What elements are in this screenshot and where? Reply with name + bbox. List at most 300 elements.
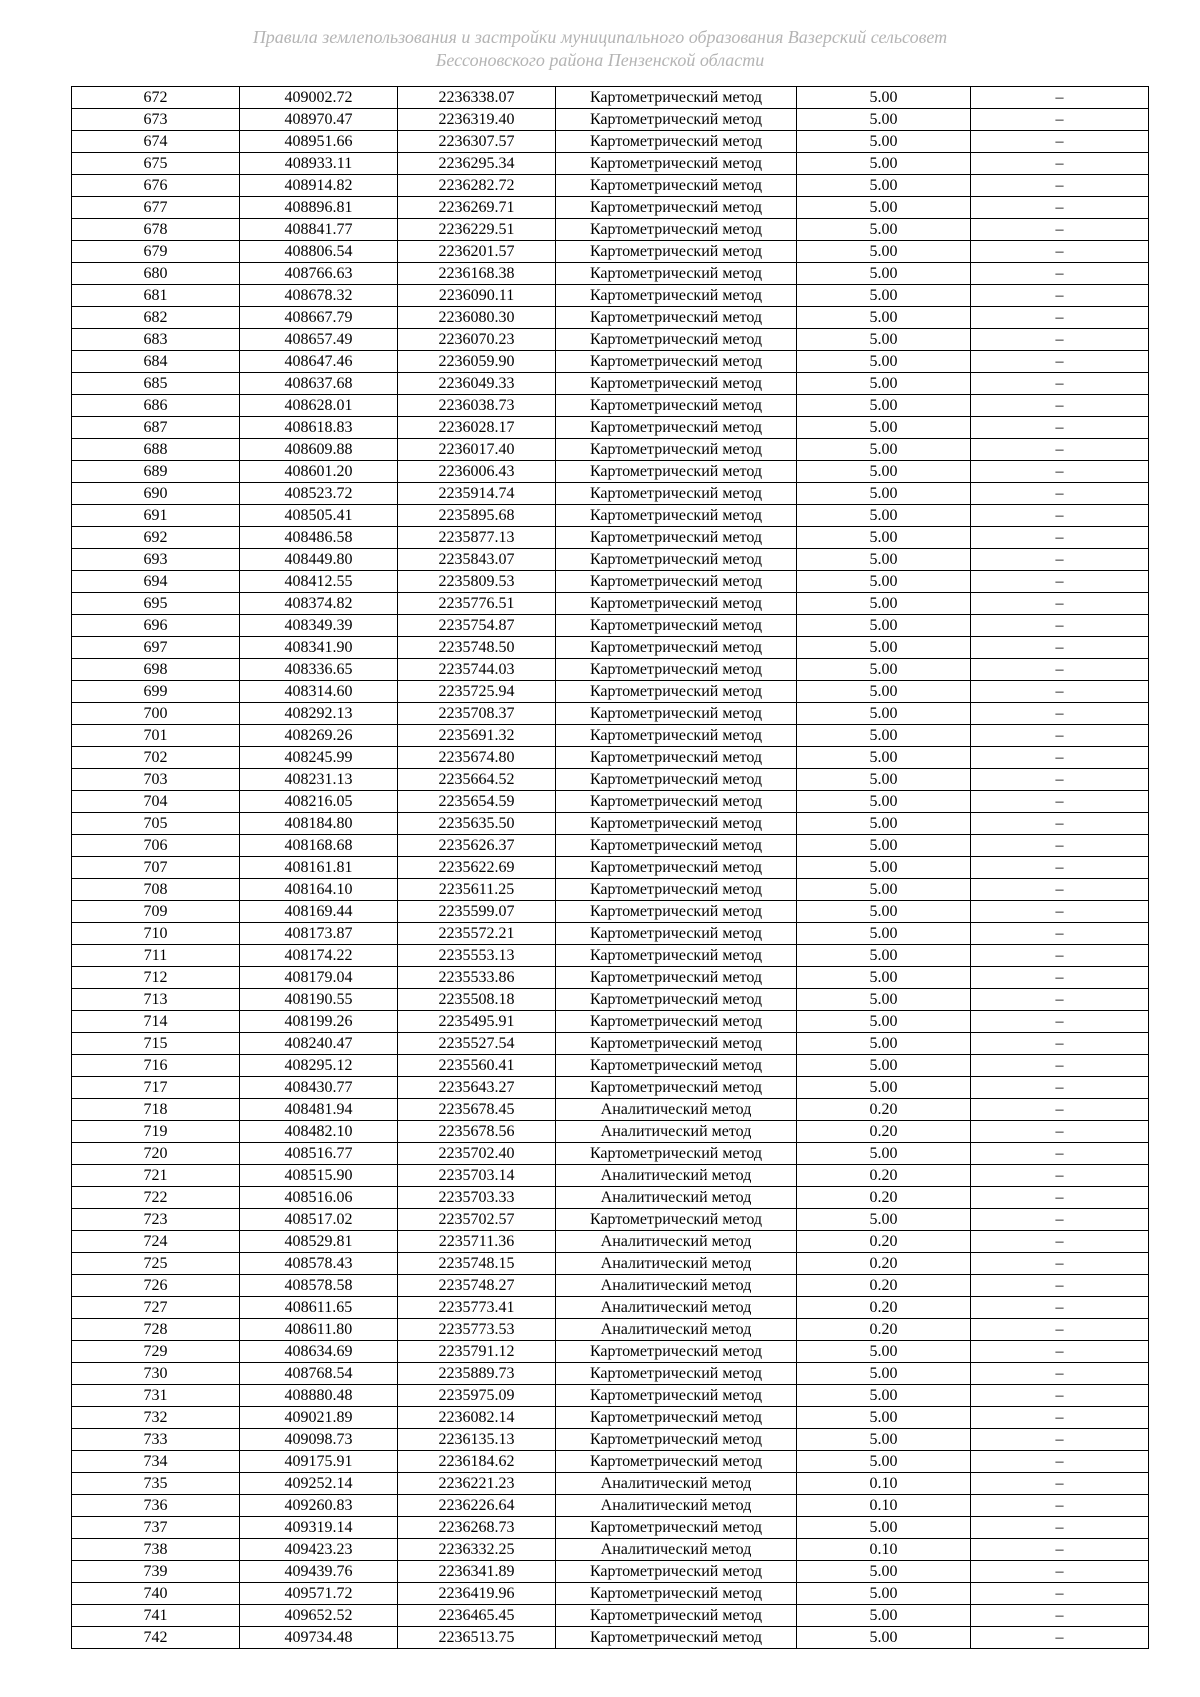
- method-cell: Картометрический метод: [556, 857, 797, 879]
- y-coordinate-cell: 2235711.36: [398, 1231, 556, 1253]
- method-cell: Картометрический метод: [556, 813, 797, 835]
- method-cell: Аналитический метод: [556, 1495, 797, 1517]
- point-number-cell: 699: [72, 681, 240, 703]
- point-number-cell: 725: [72, 1253, 240, 1275]
- x-coordinate-cell: 408578.58: [240, 1275, 398, 1297]
- point-number-cell: 689: [72, 461, 240, 483]
- x-coordinate-cell: 408269.26: [240, 725, 398, 747]
- method-cell: Картометрический метод: [556, 1605, 797, 1627]
- accuracy-cell: 5.00: [797, 1341, 971, 1363]
- x-coordinate-cell: 408896.81: [240, 197, 398, 219]
- y-coordinate-cell: 2235533.86: [398, 967, 556, 989]
- table-row: [72, 1473, 1149, 1495]
- table-row: [72, 549, 1149, 571]
- x-coordinate-cell: 408184.80: [240, 813, 398, 835]
- note-cell: –: [971, 505, 1149, 527]
- accuracy-cell: 5.00: [797, 285, 971, 307]
- note-cell: –: [971, 1319, 1149, 1341]
- note-cell: –: [971, 1517, 1149, 1539]
- note-cell: –: [971, 175, 1149, 197]
- table-row: [72, 1627, 1149, 1649]
- method-cell: Аналитический метод: [556, 1253, 797, 1275]
- y-coordinate-cell: 2236282.72: [398, 175, 556, 197]
- y-coordinate-cell: 2236319.40: [398, 109, 556, 131]
- accuracy-cell: 0.20: [797, 1253, 971, 1275]
- y-coordinate-cell: 2236419.96: [398, 1583, 556, 1605]
- table-row: [72, 901, 1149, 923]
- note-cell: –: [971, 1429, 1149, 1451]
- accuracy-cell: 5.00: [797, 1451, 971, 1473]
- table-row: [72, 373, 1149, 395]
- method-cell: Картометрический метод: [556, 373, 797, 395]
- table-row: [72, 769, 1149, 791]
- table-row: [72, 153, 1149, 175]
- method-cell: Картометрический метод: [556, 769, 797, 791]
- accuracy-cell: 5.00: [797, 395, 971, 417]
- method-cell: Картометрический метод: [556, 549, 797, 571]
- method-cell: Аналитический метод: [556, 1473, 797, 1495]
- y-coordinate-cell: 2235809.53: [398, 571, 556, 593]
- accuracy-cell: 5.00: [797, 219, 971, 241]
- x-coordinate-cell: 408657.49: [240, 329, 398, 351]
- method-cell: Картометрический метод: [556, 153, 797, 175]
- method-cell: Картометрический метод: [556, 923, 797, 945]
- point-number-cell: 693: [72, 549, 240, 571]
- x-coordinate-cell: 408578.43: [240, 1253, 398, 1275]
- table-row: [72, 725, 1149, 747]
- note-cell: –: [971, 1187, 1149, 1209]
- note-cell: –: [971, 263, 1149, 285]
- accuracy-cell: 5.00: [797, 901, 971, 923]
- x-coordinate-cell: 409652.52: [240, 1605, 398, 1627]
- table-row: [72, 835, 1149, 857]
- table-row: [72, 747, 1149, 769]
- note-cell: –: [971, 593, 1149, 615]
- note-cell: –: [971, 923, 1149, 945]
- y-coordinate-cell: 2236226.64: [398, 1495, 556, 1517]
- accuracy-cell: 5.00: [797, 109, 971, 131]
- y-coordinate-cell: 2235635.50: [398, 813, 556, 835]
- accuracy-cell: 5.00: [797, 527, 971, 549]
- note-cell: –: [971, 1363, 1149, 1385]
- note-cell: –: [971, 725, 1149, 747]
- note-cell: –: [971, 527, 1149, 549]
- method-cell: Картометрический метод: [556, 219, 797, 241]
- accuracy-cell: 5.00: [797, 461, 971, 483]
- accuracy-cell: 5.00: [797, 1033, 971, 1055]
- method-cell: Картометрический метод: [556, 109, 797, 131]
- x-coordinate-cell: 408341.90: [240, 637, 398, 659]
- note-cell: –: [971, 1451, 1149, 1473]
- method-cell: Картометрический метод: [556, 527, 797, 549]
- table-row: [72, 615, 1149, 637]
- point-number-cell: 709: [72, 901, 240, 923]
- note-cell: –: [971, 131, 1149, 153]
- note-cell: –: [971, 1385, 1149, 1407]
- method-cell: Картометрический метод: [556, 571, 797, 593]
- y-coordinate-cell: 2236080.30: [398, 307, 556, 329]
- method-cell: Картометрический метод: [556, 505, 797, 527]
- note-cell: –: [971, 989, 1149, 1011]
- x-coordinate-cell: 408766.63: [240, 263, 398, 285]
- method-cell: Аналитический метод: [556, 1275, 797, 1297]
- y-coordinate-cell: 2235508.18: [398, 989, 556, 1011]
- point-number-cell: 701: [72, 725, 240, 747]
- x-coordinate-cell: 408240.47: [240, 1033, 398, 1055]
- table-row: [72, 1231, 1149, 1253]
- y-coordinate-cell: 2235678.45: [398, 1099, 556, 1121]
- point-number-cell: 684: [72, 351, 240, 373]
- accuracy-cell: 5.00: [797, 1605, 971, 1627]
- point-number-cell: 714: [72, 1011, 240, 1033]
- accuracy-cell: 0.10: [797, 1539, 971, 1561]
- accuracy-cell: 0.20: [797, 1275, 971, 1297]
- method-cell: Картометрический метод: [556, 175, 797, 197]
- accuracy-cell: 5.00: [797, 615, 971, 637]
- table-row: [72, 1539, 1149, 1561]
- x-coordinate-cell: 408179.04: [240, 967, 398, 989]
- y-coordinate-cell: 2235725.94: [398, 681, 556, 703]
- point-number-cell: 712: [72, 967, 240, 989]
- table-row: [72, 879, 1149, 901]
- note-cell: –: [971, 1605, 1149, 1627]
- x-coordinate-cell: 408806.54: [240, 241, 398, 263]
- table-row: [72, 329, 1149, 351]
- point-number-cell: 705: [72, 813, 240, 835]
- x-coordinate-cell: 408292.13: [240, 703, 398, 725]
- accuracy-cell: 5.00: [797, 505, 971, 527]
- accuracy-cell: 5.00: [797, 373, 971, 395]
- table-row: [72, 1187, 1149, 1209]
- method-cell: Картометрический метод: [556, 1517, 797, 1539]
- x-coordinate-cell: 408245.99: [240, 747, 398, 769]
- method-cell: Картометрический метод: [556, 1077, 797, 1099]
- point-number-cell: 740: [72, 1583, 240, 1605]
- point-number-cell: 707: [72, 857, 240, 879]
- accuracy-cell: 5.00: [797, 1583, 971, 1605]
- x-coordinate-cell: 408216.05: [240, 791, 398, 813]
- method-cell: Картометрический метод: [556, 835, 797, 857]
- method-cell: Аналитический метод: [556, 1231, 797, 1253]
- point-number-cell: 692: [72, 527, 240, 549]
- method-cell: Картометрический метод: [556, 747, 797, 769]
- table-row: [72, 483, 1149, 505]
- point-number-cell: 719: [72, 1121, 240, 1143]
- method-cell: Картометрический метод: [556, 791, 797, 813]
- method-cell: Аналитический метод: [556, 1319, 797, 1341]
- point-number-cell: 715: [72, 1033, 240, 1055]
- x-coordinate-cell: 408449.80: [240, 549, 398, 571]
- accuracy-cell: 5.00: [797, 681, 971, 703]
- note-cell: –: [971, 1165, 1149, 1187]
- y-coordinate-cell: 2235889.73: [398, 1363, 556, 1385]
- table-row: [72, 1495, 1149, 1517]
- accuracy-cell: 5.00: [797, 1561, 971, 1583]
- method-cell: Картометрический метод: [556, 461, 797, 483]
- accuracy-cell: 5.00: [797, 923, 971, 945]
- method-cell: Картометрический метод: [556, 1429, 797, 1451]
- table-row: [72, 1275, 1149, 1297]
- method-cell: Аналитический метод: [556, 1121, 797, 1143]
- y-coordinate-cell: 2235773.53: [398, 1319, 556, 1341]
- table-row: [72, 1011, 1149, 1033]
- x-coordinate-cell: 408349.39: [240, 615, 398, 637]
- point-number-cell: 738: [72, 1539, 240, 1561]
- table-row: [72, 1341, 1149, 1363]
- y-coordinate-cell: 2236295.34: [398, 153, 556, 175]
- method-cell: Аналитический метод: [556, 1297, 797, 1319]
- note-cell: –: [971, 483, 1149, 505]
- note-cell: –: [971, 835, 1149, 857]
- accuracy-cell: 5.00: [797, 1143, 971, 1165]
- x-coordinate-cell: 408374.82: [240, 593, 398, 615]
- x-coordinate-cell: 409002.72: [240, 87, 398, 109]
- method-cell: Картометрический метод: [556, 1583, 797, 1605]
- accuracy-cell: 0.20: [797, 1187, 971, 1209]
- x-coordinate-cell: 408481.94: [240, 1099, 398, 1121]
- note-cell: –: [971, 1407, 1149, 1429]
- y-coordinate-cell: 2236184.62: [398, 1451, 556, 1473]
- accuracy-cell: 5.00: [797, 329, 971, 351]
- note-cell: –: [971, 87, 1149, 109]
- accuracy-cell: 5.00: [797, 263, 971, 285]
- table-row: [72, 417, 1149, 439]
- y-coordinate-cell: 2235703.14: [398, 1165, 556, 1187]
- method-cell: Картометрический метод: [556, 329, 797, 351]
- accuracy-cell: 5.00: [797, 747, 971, 769]
- point-number-cell: 682: [72, 307, 240, 329]
- y-coordinate-cell: 2235626.37: [398, 835, 556, 857]
- table-row: [72, 703, 1149, 725]
- table-row: [72, 989, 1149, 1011]
- point-number-cell: 736: [72, 1495, 240, 1517]
- accuracy-cell: 0.10: [797, 1495, 971, 1517]
- method-cell: Картометрический метод: [556, 307, 797, 329]
- point-number-cell: 727: [72, 1297, 240, 1319]
- table-row: [72, 659, 1149, 681]
- note-cell: –: [971, 439, 1149, 461]
- y-coordinate-cell: 2235702.57: [398, 1209, 556, 1231]
- table-row: [72, 923, 1149, 945]
- x-coordinate-cell: 409423.23: [240, 1539, 398, 1561]
- x-coordinate-cell: 408174.22: [240, 945, 398, 967]
- note-cell: –: [971, 967, 1149, 989]
- x-coordinate-cell: 409439.76: [240, 1561, 398, 1583]
- method-cell: Аналитический метод: [556, 1539, 797, 1561]
- point-number-cell: 677: [72, 197, 240, 219]
- method-cell: Картометрический метод: [556, 1407, 797, 1429]
- accuracy-cell: 5.00: [797, 1627, 971, 1649]
- point-number-cell: 724: [72, 1231, 240, 1253]
- note-cell: –: [971, 1275, 1149, 1297]
- accuracy-cell: 0.20: [797, 1121, 971, 1143]
- y-coordinate-cell: 2235611.25: [398, 879, 556, 901]
- y-coordinate-cell: 2236268.73: [398, 1517, 556, 1539]
- x-coordinate-cell: 409021.89: [240, 1407, 398, 1429]
- x-coordinate-cell: 408168.68: [240, 835, 398, 857]
- table-row: [72, 1605, 1149, 1627]
- note-cell: –: [971, 703, 1149, 725]
- x-coordinate-cell: 408164.10: [240, 879, 398, 901]
- x-coordinate-cell: 408611.65: [240, 1297, 398, 1319]
- table-row: [72, 1055, 1149, 1077]
- y-coordinate-cell: 2236090.11: [398, 285, 556, 307]
- y-coordinate-cell: 2235744.03: [398, 659, 556, 681]
- method-cell: Картометрический метод: [556, 197, 797, 219]
- accuracy-cell: 5.00: [797, 417, 971, 439]
- accuracy-cell: 0.20: [797, 1099, 971, 1121]
- note-cell: –: [971, 1539, 1149, 1561]
- table-row: [72, 1077, 1149, 1099]
- y-coordinate-cell: 2236465.45: [398, 1605, 556, 1627]
- method-cell: Картометрический метод: [556, 1209, 797, 1231]
- note-cell: –: [971, 791, 1149, 813]
- x-coordinate-cell: 408611.80: [240, 1319, 398, 1341]
- method-cell: Картометрический метод: [556, 901, 797, 923]
- point-number-cell: 675: [72, 153, 240, 175]
- y-coordinate-cell: 2236028.17: [398, 417, 556, 439]
- y-coordinate-cell: 2235843.07: [398, 549, 556, 571]
- table-row: [72, 505, 1149, 527]
- accuracy-cell: 5.00: [797, 153, 971, 175]
- note-cell: –: [971, 373, 1149, 395]
- x-coordinate-cell: 408667.79: [240, 307, 398, 329]
- note-cell: –: [971, 351, 1149, 373]
- point-number-cell: 704: [72, 791, 240, 813]
- point-number-cell: 700: [72, 703, 240, 725]
- y-coordinate-cell: 2236038.73: [398, 395, 556, 417]
- point-number-cell: 698: [72, 659, 240, 681]
- x-coordinate-cell: 408880.48: [240, 1385, 398, 1407]
- table-row: [72, 857, 1149, 879]
- y-coordinate-cell: 2235599.07: [398, 901, 556, 923]
- note-cell: –: [971, 769, 1149, 791]
- method-cell: Картометрический метод: [556, 131, 797, 153]
- note-cell: –: [971, 1209, 1149, 1231]
- method-cell: Картометрический метод: [556, 1451, 797, 1473]
- y-coordinate-cell: 2236017.40: [398, 439, 556, 461]
- method-cell: Картометрический метод: [556, 1561, 797, 1583]
- note-cell: –: [971, 681, 1149, 703]
- accuracy-cell: 5.00: [797, 1363, 971, 1385]
- point-number-cell: 711: [72, 945, 240, 967]
- table-row: [72, 813, 1149, 835]
- y-coordinate-cell: 2235877.13: [398, 527, 556, 549]
- table-row: [72, 681, 1149, 703]
- point-number-cell: 730: [72, 1363, 240, 1385]
- note-cell: –: [971, 1011, 1149, 1033]
- y-coordinate-cell: 2235678.56: [398, 1121, 556, 1143]
- point-number-cell: 729: [72, 1341, 240, 1363]
- accuracy-cell: 5.00: [797, 241, 971, 263]
- point-number-cell: 721: [72, 1165, 240, 1187]
- method-cell: Картометрический метод: [556, 1363, 797, 1385]
- point-number-cell: 733: [72, 1429, 240, 1451]
- point-number-cell: 717: [72, 1077, 240, 1099]
- method-cell: Картометрический метод: [556, 483, 797, 505]
- point-number-cell: 679: [72, 241, 240, 263]
- point-number-cell: 703: [72, 769, 240, 791]
- table-row: [72, 1099, 1149, 1121]
- x-coordinate-cell: 409571.72: [240, 1583, 398, 1605]
- table-row: [72, 1451, 1149, 1473]
- header-line-2: Бессоновского района Пензенской области: [435, 50, 765, 70]
- table-row: [72, 1385, 1149, 1407]
- point-number-cell: 735: [72, 1473, 240, 1495]
- x-coordinate-cell: 408482.10: [240, 1121, 398, 1143]
- accuracy-cell: 5.00: [797, 637, 971, 659]
- accuracy-cell: 5.00: [797, 659, 971, 681]
- x-coordinate-cell: 408618.83: [240, 417, 398, 439]
- note-cell: –: [971, 197, 1149, 219]
- x-coordinate-cell: 409252.14: [240, 1473, 398, 1495]
- y-coordinate-cell: 2236168.38: [398, 263, 556, 285]
- accuracy-cell: 5.00: [797, 769, 971, 791]
- note-cell: –: [971, 1253, 1149, 1275]
- method-cell: Картометрический метод: [556, 681, 797, 703]
- point-number-cell: 673: [72, 109, 240, 131]
- point-number-cell: 678: [72, 219, 240, 241]
- x-coordinate-cell: 408647.46: [240, 351, 398, 373]
- x-coordinate-cell: 408768.54: [240, 1363, 398, 1385]
- note-cell: –: [971, 1121, 1149, 1143]
- accuracy-cell: 5.00: [797, 1407, 971, 1429]
- x-coordinate-cell: 408412.55: [240, 571, 398, 593]
- note-cell: –: [971, 1055, 1149, 1077]
- y-coordinate-cell: 2235754.87: [398, 615, 556, 637]
- table-row: [72, 197, 1149, 219]
- table-row: [72, 1033, 1149, 1055]
- method-cell: Аналитический метод: [556, 1187, 797, 1209]
- y-coordinate-cell: 2236338.07: [398, 87, 556, 109]
- x-coordinate-cell: 408529.81: [240, 1231, 398, 1253]
- accuracy-cell: 5.00: [797, 1055, 971, 1077]
- y-coordinate-cell: 2235553.13: [398, 945, 556, 967]
- table-row: [72, 637, 1149, 659]
- note-cell: –: [971, 549, 1149, 571]
- method-cell: Картометрический метод: [556, 395, 797, 417]
- point-number-cell: 716: [72, 1055, 240, 1077]
- method-cell: Картометрический метод: [556, 1055, 797, 1077]
- x-coordinate-cell: 409098.73: [240, 1429, 398, 1451]
- table-row: [72, 219, 1149, 241]
- method-cell: Картометрический метод: [556, 1033, 797, 1055]
- method-cell: Картометрический метод: [556, 989, 797, 1011]
- x-coordinate-cell: 408486.58: [240, 527, 398, 549]
- y-coordinate-cell: 2235895.68: [398, 505, 556, 527]
- method-cell: Картометрический метод: [556, 615, 797, 637]
- method-cell: Аналитический метод: [556, 1099, 797, 1121]
- x-coordinate-cell: 408169.44: [240, 901, 398, 923]
- y-coordinate-cell: 2236307.57: [398, 131, 556, 153]
- point-number-cell: 731: [72, 1385, 240, 1407]
- accuracy-cell: 5.00: [797, 1517, 971, 1539]
- note-cell: –: [971, 395, 1149, 417]
- accuracy-cell: 5.00: [797, 1209, 971, 1231]
- y-coordinate-cell: 2236332.25: [398, 1539, 556, 1561]
- x-coordinate-cell: 408295.12: [240, 1055, 398, 1077]
- point-number-cell: 742: [72, 1627, 240, 1649]
- accuracy-cell: 5.00: [797, 791, 971, 813]
- y-coordinate-cell: 2235748.27: [398, 1275, 556, 1297]
- method-cell: Картометрический метод: [556, 417, 797, 439]
- y-coordinate-cell: 2236341.89: [398, 1561, 556, 1583]
- x-coordinate-cell: 408914.82: [240, 175, 398, 197]
- note-cell: –: [971, 1561, 1149, 1583]
- point-number-cell: 720: [72, 1143, 240, 1165]
- x-coordinate-cell: 408637.68: [240, 373, 398, 395]
- x-coordinate-cell: 409734.48: [240, 1627, 398, 1649]
